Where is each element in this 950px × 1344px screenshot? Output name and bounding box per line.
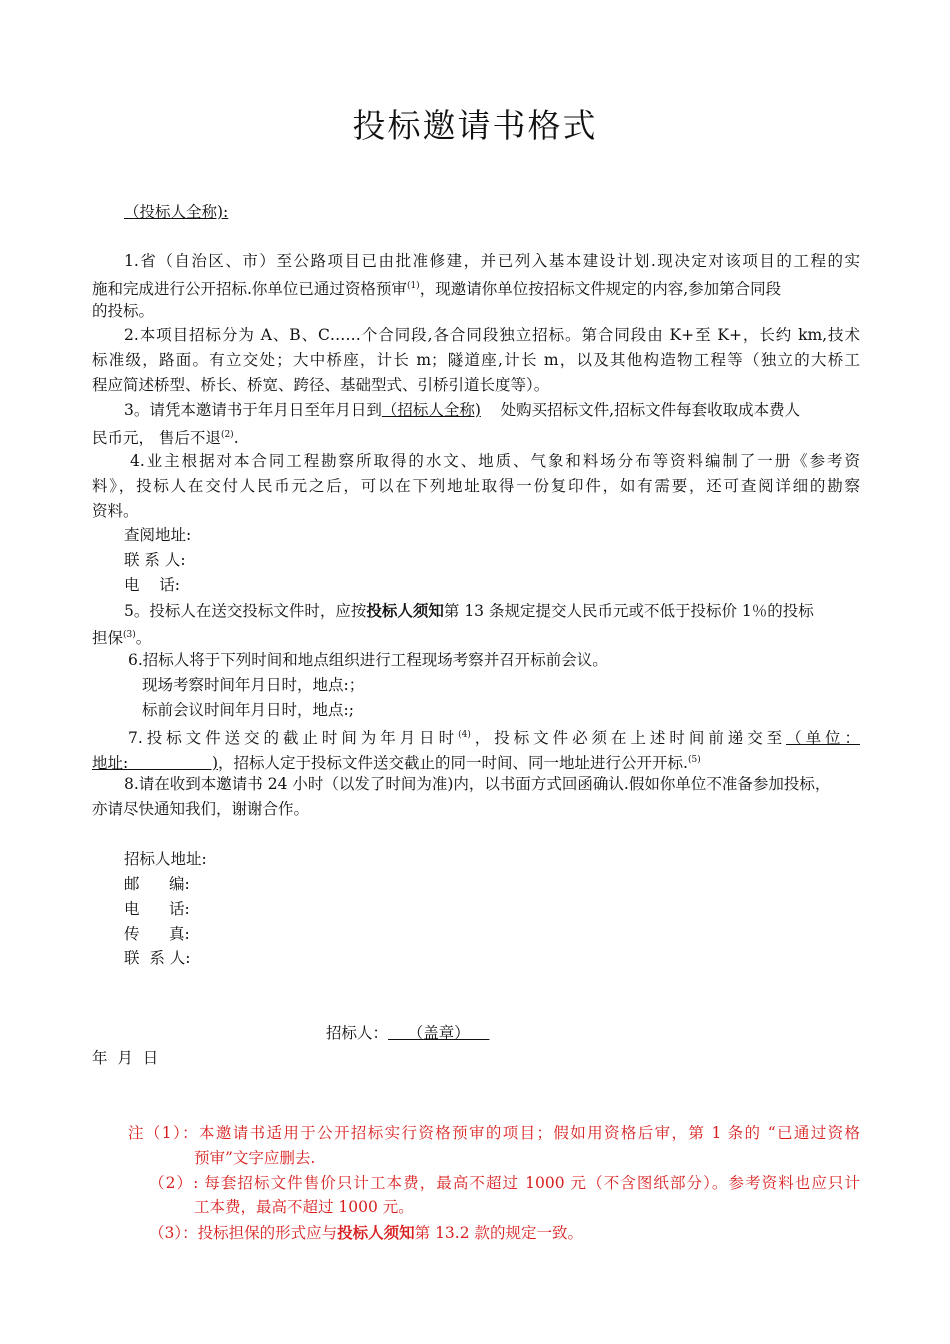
tenderer-contact-label: 联 系 人:: [124, 949, 191, 967]
signer: 招标人： （盖章）: [326, 1024, 490, 1042]
p1-line2: 施和完成进行公开招标.你单位已通过资格预审$^{(1)}$，现邀请你单位按招标文件规定的内容,参加第合同段: [92, 280, 782, 298]
p3-line2: 民币元， 售后不退$^{(2)}$.: [92, 429, 239, 447]
p7-line1: 7.投标文件送交的截止时间为年月日时$^{(4)}$，投标文件必须在上述时间前递交至（单位：: [128, 729, 860, 747]
p1-line1: 1.省（自治区、市）至公路项目已由批准修建，并已列入基本建设计划.现决定对该项目的工程的实: [124, 252, 860, 270]
page-title: 投标邀请书格式: [352, 106, 598, 145]
p5-line2: 担保$^{(3)}$。: [92, 629, 152, 647]
p1-line3: 的投标。: [92, 302, 155, 320]
tenderer-phone-label: 电 话:: [124, 900, 190, 918]
lookup-address-label: 查阅地址:: [124, 526, 192, 544]
p4-line2: 料》，投标人在交付人民币元之后，可以在下列地址取得一份复印件，如有需要，还可查阅详细的勘察: [92, 477, 860, 495]
p4-line3: 资料。: [92, 502, 139, 520]
p2-line2: 标准级，路面。有立交处；大中桥座，计长 m；隧道座,计长 m，以及其他构造物工程等（独立的大桥工: [92, 351, 860, 369]
contact-person-label: 联 系 人:: [124, 551, 186, 569]
phone-label: 电 话:: [124, 576, 180, 594]
date-line: 年 月 日: [92, 1049, 159, 1067]
note-2-line2: 工本费，最高不超过 1000 元。: [194, 1198, 414, 1216]
fax-label: 传 真:: [124, 925, 190, 943]
p8-line2: 亦请尽快通知我们，谢谢合作。: [92, 800, 310, 818]
tenderer-address-label: 招标人地址:: [124, 850, 207, 868]
seal-field: （盖章）: [388, 1024, 490, 1042]
p5-line1: 5。投标人在送交投标文件时，应按投标人须知第 13 条规定提交人民币元或不低于投标价 1％的投标: [124, 601, 814, 620]
note-1-line2: 预审”文字应删去.: [194, 1149, 316, 1167]
p6-line1: 6.招标人将于下列时间和地点组织进行工程现场考察并召开标前会议。: [128, 651, 608, 669]
p2-line1: 2.本项目招标分为 A、B、C……个合同段,各合同段独立招标。第合同段由 K+至 K+，长约 km,技术: [124, 326, 860, 344]
salutation: （投标人全称):: [124, 203, 229, 221]
p8-line1: 8.请在收到本邀请书 24 小时（以发了时间为准)内，以书面方式回函确认.假如你单位不准备参加投标，: [124, 775, 831, 793]
postcode-label: 邮 编:: [124, 875, 190, 893]
p2-line3: 程应简述桥型、桥长、桥宽、跨径、基础型式、引桥引道长度等）。: [92, 376, 550, 394]
p7-line2: 地址: )，招标人定于投标文件送交截止的同一时间、同一地址进行公开开标.$^{(5)}$: [92, 754, 701, 772]
p6-line2: 现场考察时间年月日时，地点:；: [142, 676, 365, 694]
p3-line1: 3。请凭本邀请书于年月日至年月日到（招标人全称) 处购买招标文件,招标文件每套收取成本费人: [124, 401, 801, 419]
p6-line3: 标前会议时间年月日时，地点:;: [142, 701, 354, 719]
note-2-line1: （2）: 每套招标文件售价只计工本费，最高不超过 1000 元（不含图纸部分）。参考资料也应只计: [149, 1174, 860, 1192]
note-1-line1: 注（1）：本邀请书适用于公开招标实行资格预审的项目；假如用资格后审，第 1 条的 “已通过资格: [128, 1124, 860, 1142]
note-3: （3）：投标担保的形式应与投标人须知第 13.2 款的规定一致。: [149, 1223, 584, 1242]
p4-line1: 4.业主根据对本合同工程勘察所取得的水文、地质、气象和料场分布等资料编制了一册《参考资: [130, 452, 860, 470]
